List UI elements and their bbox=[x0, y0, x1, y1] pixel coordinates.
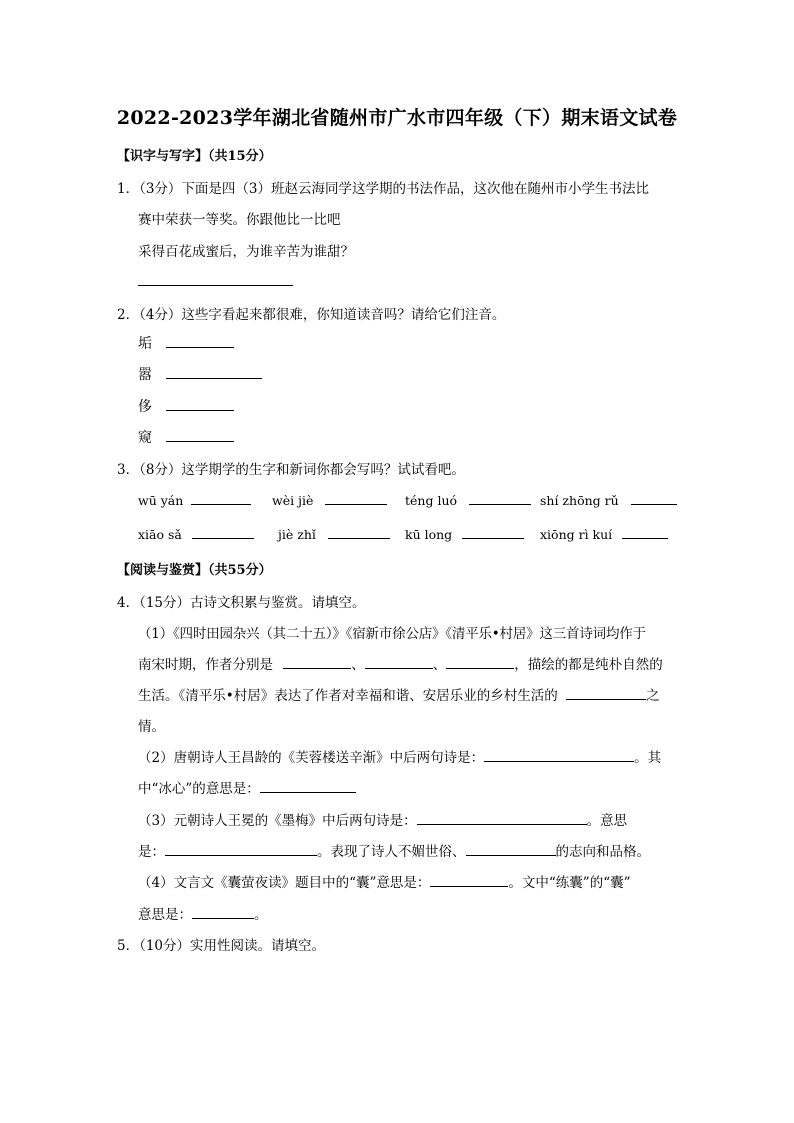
q3-pinyin: téng luó bbox=[405, 493, 458, 508]
q4-blank-poem-lines[interactable] bbox=[484, 748, 634, 762]
q4-blank-meaning[interactable] bbox=[165, 842, 317, 856]
q4-p2-text: 中“冰心”的意思是： bbox=[138, 781, 260, 797]
q3-blank[interactable] bbox=[191, 491, 251, 505]
q2-blank[interactable] bbox=[166, 397, 234, 411]
q4-blank-author3[interactable] bbox=[446, 655, 514, 669]
q3-pinyin-item bbox=[540, 525, 668, 542]
q4-blank-author1[interactable] bbox=[283, 655, 351, 669]
q2-stem: 2．（4分）这些字看起来都很难，你知道读音吗？请给它们注音。 bbox=[117, 307, 506, 323]
section-header-reading: 【阅读与鉴赏】（共55分） bbox=[117, 563, 272, 578]
q4-blank-bingxin[interactable] bbox=[260, 779, 356, 793]
q2-char: 垢 bbox=[138, 336, 152, 352]
q3-pinyin: wèi jiè bbox=[272, 493, 314, 508]
q4-p3-line2 bbox=[138, 840, 650, 860]
q2-blank[interactable] bbox=[166, 365, 262, 379]
q4-p4-line2 bbox=[138, 903, 268, 923]
q3-blank[interactable] bbox=[192, 525, 254, 539]
q4-blank-nang2[interactable] bbox=[192, 905, 254, 919]
q3-pinyin-item bbox=[405, 525, 524, 542]
q3-pinyin: shí zhōng rǔ bbox=[540, 493, 619, 508]
q3-blank[interactable] bbox=[328, 525, 390, 539]
q2-blank[interactable] bbox=[166, 334, 234, 348]
q4-p4-line1 bbox=[138, 871, 631, 891]
q4-p1-text: 南宋时期，作者分别是 bbox=[138, 657, 273, 673]
q4-p2-text: 。其 bbox=[634, 750, 662, 766]
q3-pinyin: xiōng rì kuí bbox=[540, 527, 613, 542]
q4-p2-line2 bbox=[138, 777, 356, 797]
q3-blank[interactable] bbox=[325, 491, 387, 505]
q4-stem: 4．（15分）古诗文积累与鉴赏。请填空。 bbox=[117, 595, 366, 611]
q4-p3-text: 的志向和品格。 bbox=[555, 844, 650, 860]
q3-blank[interactable] bbox=[469, 491, 531, 505]
q4-blank-author2[interactable] bbox=[365, 655, 433, 669]
q3-blank[interactable] bbox=[622, 525, 668, 539]
q4-p1-line4: 情。 bbox=[138, 719, 165, 735]
q2-char: 嚣 bbox=[138, 367, 152, 383]
q4-blank-mohei-lines[interactable] bbox=[417, 811, 587, 825]
q3-blank[interactable] bbox=[462, 525, 524, 539]
q4-p1-text: 生活。《清平乐•村居》表达了作者对幸福和谐、安居乐业的乡村生活的 bbox=[138, 688, 558, 704]
q3-blank[interactable] bbox=[631, 491, 677, 505]
q4-blank-aspiration[interactable] bbox=[466, 842, 556, 856]
section-header-literacy: 【识字与写字】（共15分） bbox=[117, 149, 272, 164]
q4-blank-nang1[interactable] bbox=[430, 873, 508, 887]
q4-p4-text: （4）文言文《囊萤夜读》题目中的“囊”意思是： bbox=[138, 875, 431, 891]
q4-p4-text: 。 bbox=[254, 907, 268, 923]
q2-blank[interactable] bbox=[166, 428, 234, 442]
q5-stem: 5．（10分）实用性阅读。请填空。 bbox=[117, 938, 326, 954]
q4-p1-text: 之 bbox=[646, 688, 660, 704]
q1-line1: 1．（3分）下面是四（3）班赵云海同学这学期的书法作品，这次他在随州市小学生书法比 bbox=[117, 181, 650, 197]
q1-line3: 采得百花成蜜后，为谁辛苦为谁甜？ bbox=[138, 244, 354, 260]
q3-pinyin: kū long bbox=[405, 527, 453, 542]
q2-char-row bbox=[138, 333, 234, 353]
q3-stem: 3．（8分）这学期学的生字和新词你都会写吗？试试看吧。 bbox=[117, 462, 465, 478]
q3-pinyin-item bbox=[405, 491, 531, 508]
q1-answer-blank[interactable] bbox=[138, 284, 293, 286]
q3-pinyin-item bbox=[138, 491, 251, 508]
q4-p3-text: 。意思 bbox=[586, 813, 628, 829]
q4-blank-feeling[interactable] bbox=[566, 686, 646, 700]
q3-pinyin-item bbox=[272, 491, 387, 508]
q4-p4-text: 意思是： bbox=[138, 907, 192, 923]
q2-char-row bbox=[138, 396, 234, 416]
q4-p1-line2 bbox=[138, 653, 663, 673]
q4-p1-line1: （1）《四时田园杂兴（其二十五）》《宿新市徐公店》《清平乐•村居》这三首诗词均作于 bbox=[138, 626, 646, 642]
q2-char: 窥 bbox=[138, 430, 152, 446]
q3-pinyin-item bbox=[138, 525, 254, 542]
exam-title: 2022-2023学年湖北省随州市广水市四年级（下）期末语文试卷 bbox=[116, 107, 678, 129]
q3-pinyin: jiè zhǐ bbox=[278, 527, 316, 542]
q4-p3-text: 。表现了诗人不媚世俗、 bbox=[317, 844, 466, 860]
q4-p3-text: （3）元朝诗人王冕的《墨梅》中后两句诗是： bbox=[138, 813, 417, 829]
q4-p2-text: （2）唐朝诗人王昌龄的《芙蓉楼送辛渐》中后两句诗是： bbox=[138, 750, 485, 766]
q4-p3-text: 是： bbox=[138, 844, 165, 860]
q3-pinyin-item bbox=[278, 525, 390, 542]
q4-separator: 、 bbox=[432, 657, 447, 673]
q2-char-row bbox=[138, 364, 262, 384]
q4-separator: 、 bbox=[351, 657, 365, 673]
q4-p1-text: ，描绘的都是纯朴自然的 bbox=[514, 657, 663, 673]
q3-pinyin: wū yán bbox=[138, 493, 184, 508]
q4-p3-line1 bbox=[138, 809, 627, 829]
q4-p2-line1 bbox=[138, 746, 661, 766]
q3-pinyin-item bbox=[540, 491, 677, 508]
q4-p1-line3 bbox=[138, 684, 660, 704]
q2-char-row bbox=[138, 427, 234, 447]
q2-char: 侈 bbox=[138, 399, 152, 415]
q3-pinyin: xiāo sǎ bbox=[138, 527, 182, 542]
q1-line2: 赛中荣获一等奖。你跟他比一比吧 bbox=[138, 212, 341, 228]
q4-p4-text: 。文中“练囊”的“囊” bbox=[508, 875, 631, 891]
